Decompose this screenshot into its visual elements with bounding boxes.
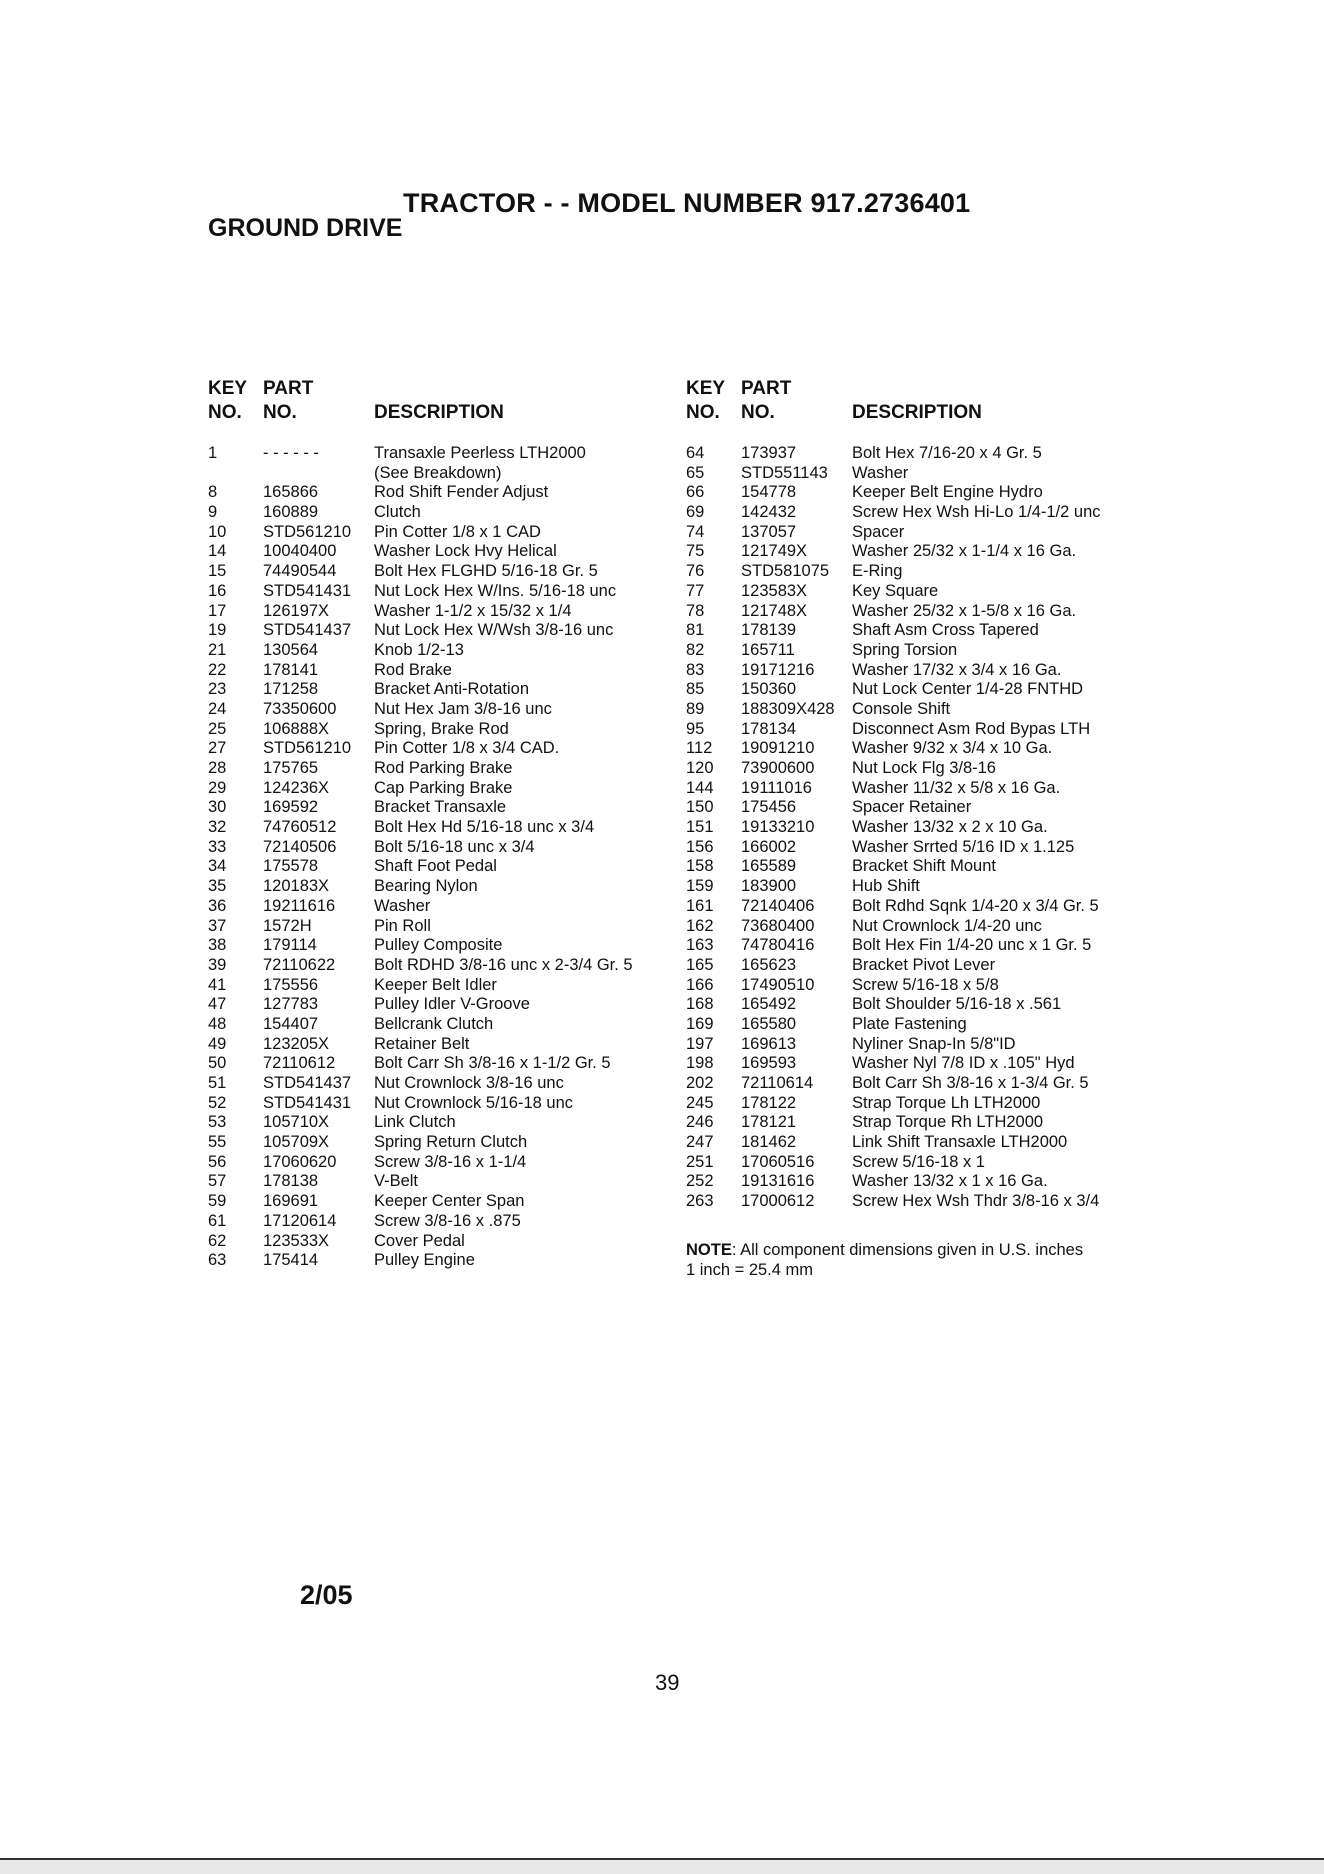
part-number: 73350600 xyxy=(263,699,337,718)
part-number: 72140406 xyxy=(741,896,815,915)
key-number: 63 xyxy=(208,1251,227,1270)
part-description: Washer 9/32 x 3/4 x 10 Ga. xyxy=(852,739,1053,758)
part-description: (See Breakdown) xyxy=(374,463,502,482)
key-number: 36 xyxy=(208,896,227,915)
part-description: Strap Torque Lh LTH2000 xyxy=(852,1093,1041,1112)
part-description: Bearing Nylon xyxy=(374,877,478,896)
key-number: 163 xyxy=(686,936,714,955)
key-number: 156 xyxy=(686,837,714,856)
part-number: 72110614 xyxy=(741,1074,814,1092)
part-number: STD541431 xyxy=(263,581,352,600)
key-number: 263 xyxy=(686,1192,714,1211)
part-number: 17060516 xyxy=(741,1152,815,1171)
key-number: 251 xyxy=(686,1152,714,1171)
part-description: Washer 13/32 x 1 x 16 Ga. xyxy=(852,1172,1048,1191)
part-number: 19131616 xyxy=(741,1172,815,1191)
key-number: 197 xyxy=(686,1034,714,1053)
part-description: Bolt Shoulder 5/16-18 x .561 xyxy=(852,995,1062,1014)
part-description: Washer Lock Hvy Helical xyxy=(374,542,557,561)
key-number: 37 xyxy=(208,916,227,935)
key-number: 10 xyxy=(208,522,227,541)
part-description: Shaft Asm Cross Tapered xyxy=(852,621,1039,640)
part-description: Washer 11/32 x 5/8 x 16 Ga. xyxy=(852,778,1061,797)
key-number: 169 xyxy=(686,1014,714,1033)
key-number: 34 xyxy=(208,857,227,876)
part-number: 74760512 xyxy=(263,818,337,837)
key-number: 59 xyxy=(208,1192,227,1211)
part-number: 19091210 xyxy=(741,739,815,758)
key-number: 61 xyxy=(208,1211,227,1230)
part-description: Retainer Belt xyxy=(374,1034,470,1053)
part-number: 123533X xyxy=(263,1231,330,1250)
part-description: Spacer Retainer xyxy=(852,798,972,817)
key-number: 56 xyxy=(208,1152,227,1171)
part-number: STD541437 xyxy=(263,621,352,640)
part-description: Link Clutch xyxy=(374,1113,456,1132)
key-number: 166 xyxy=(686,975,714,994)
part-number: STD541431 xyxy=(263,1093,352,1112)
key-number: 50 xyxy=(208,1054,227,1073)
key-number: 8 xyxy=(208,483,218,502)
part-number: 175578 xyxy=(263,857,319,876)
part-description: Bolt 5/16-18 unc x 3/4 xyxy=(374,837,535,856)
part-number: STD581075 xyxy=(741,562,830,581)
note-conversion: 1 inch = 25.4 mm xyxy=(686,1261,814,1279)
key-number: 29 xyxy=(208,778,227,797)
key-number: 53 xyxy=(208,1113,227,1132)
key-number: 22 xyxy=(208,660,227,679)
part-description: Screw 5/16-18 x 5/8 xyxy=(852,975,999,994)
key-number: 82 xyxy=(686,640,705,659)
key-number: 168 xyxy=(686,995,714,1014)
part-number: 10040400 xyxy=(263,542,337,561)
part-number: 188309X428 xyxy=(741,699,835,718)
key-number: 16 xyxy=(208,581,227,600)
key-number: 245 xyxy=(686,1093,714,1112)
part-description: Bolt Carr Sh 3/8-16 x 1-1/2 Gr. 5 xyxy=(374,1054,611,1073)
part-description: Bolt RDHD 3/8-16 unc x 2-3/4 Gr. 5 xyxy=(374,955,633,974)
part-description: Screw 3/8-16 x .875 xyxy=(374,1211,521,1230)
key-number: 162 xyxy=(686,916,714,935)
key-number: 52 xyxy=(208,1093,227,1112)
part-description: Bracket Anti-Rotation xyxy=(374,680,529,699)
part-number: 173937 xyxy=(741,444,797,462)
part-description: Pin Roll xyxy=(374,916,431,935)
part-description: Nut Crownlock 3/8-16 unc xyxy=(374,1074,564,1092)
key-number: 28 xyxy=(208,759,227,777)
part-number: 126197X xyxy=(263,601,330,620)
part-description: Bolt Hex FLGHD 5/16-18 Gr. 5 xyxy=(374,562,598,581)
part-number: 150360 xyxy=(741,680,797,699)
part-description: Washer xyxy=(374,896,431,915)
part-header: PART xyxy=(741,378,792,399)
part-description: Washer 25/32 x 1-5/8 x 16 Ga. xyxy=(852,601,1077,620)
part-description: Bellcrank Clutch xyxy=(374,1014,494,1033)
key-number: 17 xyxy=(208,601,227,620)
part-number: 179114 xyxy=(263,936,317,955)
part-number: 154407 xyxy=(263,1014,319,1033)
key-header: KEY xyxy=(686,378,726,399)
part-description: Keeper Belt Engine Hydro xyxy=(852,483,1043,502)
part-number: 124236X xyxy=(263,778,330,797)
part-number: 165623 xyxy=(741,955,797,974)
key-number: 112 xyxy=(686,739,713,758)
key-number: 161 xyxy=(686,896,714,915)
part-number: 127783 xyxy=(263,995,319,1014)
part-description: Spring Return Clutch xyxy=(374,1133,528,1152)
part-no-header: NO. xyxy=(263,402,297,423)
part-description: Washer 25/32 x 1-1/4 x 16 Ga. xyxy=(852,542,1077,561)
key-number: 33 xyxy=(208,837,227,856)
part-description: Screw Hex Wsh Hi-Lo 1/4-1/2 unc xyxy=(852,503,1101,522)
part-description: Cap Parking Brake xyxy=(374,778,513,797)
part-number: 171258 xyxy=(263,680,319,699)
part-description: Nut Lock Hex W/Ins. 5/16-18 unc xyxy=(374,581,617,600)
part-number: 105709X xyxy=(263,1133,330,1152)
part-description: Washer xyxy=(852,463,909,482)
page-number: 39 xyxy=(655,1670,680,1695)
part-description: Cover Pedal xyxy=(374,1231,465,1250)
part-number: 72140506 xyxy=(263,837,337,856)
part-number: 142432 xyxy=(741,503,797,522)
part-number: 166002 xyxy=(741,837,797,856)
key-number: 78 xyxy=(686,601,705,620)
part-number: 165589 xyxy=(741,857,797,876)
key-number: 48 xyxy=(208,1014,227,1033)
part-description: Pulley Idler V-Groove xyxy=(374,995,530,1014)
part-description: Washer Nyl 7/8 ID x .105" Hyd xyxy=(852,1054,1075,1073)
part-number: 17000612 xyxy=(741,1192,815,1211)
part-number: 169592 xyxy=(263,798,319,817)
revision-date: 2/05 xyxy=(300,1580,353,1610)
part-number: 178122 xyxy=(741,1093,797,1112)
key-number: 39 xyxy=(208,955,227,974)
key-number: 81 xyxy=(686,621,705,640)
description-header: DESCRIPTION xyxy=(852,402,982,423)
part-description: Shaft Foot Pedal xyxy=(374,857,497,876)
part-number: 178134 xyxy=(741,719,797,738)
part-description: Nut Crownlock 1/4-20 unc xyxy=(852,916,1042,935)
key-no-header: NO. xyxy=(686,402,720,423)
part-description: Key Square xyxy=(852,581,939,600)
part-no-header: NO. xyxy=(741,402,775,423)
part-description: Console Shift xyxy=(852,699,951,718)
key-number: 85 xyxy=(686,680,705,699)
part-description: Bracket Shift Mount xyxy=(852,857,996,876)
part-description: Washer 1-1/2 x 15/32 x 1/4 xyxy=(374,601,572,620)
part-description: Screw 3/8-16 x 1-1/4 xyxy=(374,1152,527,1171)
part-description: Rod Parking Brake xyxy=(374,759,513,777)
part-number: 19111016 xyxy=(741,778,812,797)
key-number: 247 xyxy=(686,1133,714,1152)
key-number: 41 xyxy=(208,975,227,994)
part-description: Pin Cotter 1/8 x 3/4 CAD. xyxy=(374,739,560,758)
key-number: 23 xyxy=(208,680,227,699)
part-number: 175765 xyxy=(263,759,319,777)
part-number: 1572H xyxy=(263,916,312,935)
part-description: Plate Fastening xyxy=(852,1014,967,1033)
key-number: 95 xyxy=(686,719,705,738)
key-number: 38 xyxy=(208,936,227,955)
part-number: 175556 xyxy=(263,975,319,994)
part-description: Bolt Rdhd Sqnk 1/4-20 x 3/4 Gr. 5 xyxy=(852,896,1099,915)
part-number: 123583X xyxy=(741,581,808,600)
part-number: 175456 xyxy=(741,798,797,817)
part-number: 160889 xyxy=(263,503,319,522)
key-number: 65 xyxy=(686,463,705,482)
part-description: Nut Lock Center 1/4-28 FNTHD xyxy=(852,680,1084,699)
part-number: 74780416 xyxy=(741,936,815,955)
description-header: DESCRIPTION xyxy=(374,402,504,423)
part-description: Nyliner Snap-In 5/8"ID xyxy=(852,1034,1016,1053)
part-description: Nut Lock Flg 3/8-16 xyxy=(852,759,996,777)
key-number: 76 xyxy=(686,562,705,581)
part-description: Bracket Pivot Lever xyxy=(852,955,996,974)
key-number: 62 xyxy=(208,1231,227,1250)
part-number: 120183X xyxy=(263,877,330,896)
key-number: 51 xyxy=(208,1074,227,1092)
part-number: STD561210 xyxy=(263,522,352,541)
part-description: Strap Torque Rh LTH2000 xyxy=(852,1113,1044,1132)
part-description: Spring Torsion xyxy=(852,640,958,659)
part-number: 178121 xyxy=(741,1113,797,1132)
part-number: STD541437 xyxy=(263,1074,352,1092)
part-number: 19133210 xyxy=(741,818,815,837)
section-title: GROUND DRIVE xyxy=(208,214,403,242)
key-number: 75 xyxy=(686,542,705,561)
key-number: 9 xyxy=(208,503,218,522)
key-number: 19 xyxy=(208,621,227,640)
part-number: 73900600 xyxy=(741,759,815,777)
part-number: STD561210 xyxy=(263,739,352,758)
part-number: 72110622 xyxy=(263,955,336,974)
part-description: Keeper Center Span xyxy=(374,1192,525,1211)
part-header: PART xyxy=(263,378,314,399)
part-number: 165866 xyxy=(263,483,319,502)
key-number: 27 xyxy=(208,739,227,758)
note-label: NOTE xyxy=(686,1241,732,1259)
part-number: 165711 xyxy=(741,640,795,659)
part-number: 165492 xyxy=(741,995,797,1014)
part-description: Bolt Hex Fin 1/4-20 unc x 1 Gr. 5 xyxy=(852,936,1092,955)
part-description: Screw Hex Wsh Thdr 3/8-16 x 3/4 xyxy=(852,1192,1100,1211)
part-description: Disconnect Asm Rod Bypas LTH xyxy=(852,719,1091,738)
key-number: 144 xyxy=(686,778,714,797)
part-description: Rod Shift Fender Adjust xyxy=(374,483,549,502)
part-number: 130564 xyxy=(263,640,319,659)
part-description: Knob 1/2-13 xyxy=(374,640,464,659)
key-number: 14 xyxy=(208,542,227,561)
part-number: 183900 xyxy=(741,877,797,896)
part-number: 73680400 xyxy=(741,916,815,935)
part-number: 72110612 xyxy=(263,1054,336,1073)
part-description: Washer Srrted 5/16 ID x 1.125 xyxy=(852,837,1075,856)
key-number: 25 xyxy=(208,719,227,738)
key-number: 158 xyxy=(686,857,714,876)
part-number: 19171216 xyxy=(741,660,815,679)
key-number: 151 xyxy=(686,818,714,837)
part-description: E-Ring xyxy=(852,562,903,581)
part-description: Nut Hex Jam 3/8-16 unc xyxy=(374,699,552,718)
note-text: : All component dimensions given in U.S. inches xyxy=(731,1241,1084,1259)
key-number: 15 xyxy=(208,562,227,581)
part-description: Washer 13/32 x 2 x 10 Ga. xyxy=(852,818,1048,837)
key-number: 21 xyxy=(208,640,227,659)
key-number: 150 xyxy=(686,798,714,817)
key-number: 49 xyxy=(208,1034,227,1053)
part-number: 121748X xyxy=(741,601,808,620)
part-description: Transaxle Peerless LTH2000 xyxy=(374,444,586,462)
part-description: Nut Lock Hex W/Wsh 3/8-16 unc xyxy=(374,621,614,640)
part-number: 165580 xyxy=(741,1014,797,1033)
key-number: 120 xyxy=(686,759,714,777)
key-number: 89 xyxy=(686,699,705,718)
key-number: 74 xyxy=(686,522,705,541)
part-description: Bolt Hex Hd 5/16-18 unc x 3/4 xyxy=(374,818,595,837)
part-number: 175414 xyxy=(263,1251,319,1270)
part-description: Link Shift Transaxle LTH2000 xyxy=(852,1133,1068,1152)
part-number: STD551143 xyxy=(741,463,828,482)
key-number: 1 xyxy=(208,444,218,462)
key-number: 30 xyxy=(208,798,227,817)
part-number: 74490544 xyxy=(263,562,337,581)
part-number: 154778 xyxy=(741,483,797,502)
part-number: 121749X xyxy=(741,542,808,561)
part-description: Keeper Belt Idler xyxy=(374,975,497,994)
key-number: 55 xyxy=(208,1133,227,1152)
key-number: 165 xyxy=(686,955,714,974)
part-number: 123205X xyxy=(263,1034,330,1053)
part-description: V-Belt xyxy=(374,1172,419,1191)
key-number: 159 xyxy=(686,877,714,896)
key-number: 246 xyxy=(686,1113,714,1132)
part-number: 105710X xyxy=(263,1113,330,1132)
key-header: KEY xyxy=(208,378,248,399)
part-number: 17490510 xyxy=(741,975,815,994)
part-description: Bracket Transaxle xyxy=(374,798,507,817)
part-description: Screw 5/16-18 x 1 xyxy=(852,1152,985,1171)
part-description: Spring, Brake Rod xyxy=(374,719,509,738)
part-description: Rod Brake xyxy=(374,660,452,679)
part-description: Hub Shift xyxy=(852,877,920,896)
key-number: 32 xyxy=(208,818,227,837)
part-number: 137057 xyxy=(741,522,797,541)
part-description: Pulley Engine xyxy=(374,1251,475,1270)
part-number: 106888X xyxy=(263,719,330,738)
part-number: 17060620 xyxy=(263,1152,337,1171)
key-number: 57 xyxy=(208,1172,227,1191)
key-number: 202 xyxy=(686,1074,714,1092)
part-number: 169593 xyxy=(741,1054,797,1073)
part-number: 178138 xyxy=(263,1172,319,1191)
part-number: 17120614 xyxy=(263,1211,337,1230)
part-number: 181462 xyxy=(741,1133,797,1152)
part-description: Washer 17/32 x 3/4 x 16 Ga. xyxy=(852,660,1062,679)
key-number: 198 xyxy=(686,1054,714,1073)
key-number: 69 xyxy=(686,503,705,522)
key-no-header: NO. xyxy=(208,402,242,423)
key-number: 66 xyxy=(686,483,705,502)
part-number: - - - - - - xyxy=(263,444,319,462)
part-description: Pin Cotter 1/8 x 1 CAD xyxy=(374,522,541,541)
key-number: 24 xyxy=(208,699,227,718)
part-number: 178141 xyxy=(263,660,319,679)
page-title: TRACTOR - - MODEL NUMBER 917.2736401 xyxy=(403,188,971,218)
dimensions-note xyxy=(686,1240,1083,1280)
part-number: 169691 xyxy=(263,1192,319,1211)
key-number: 64 xyxy=(686,444,705,462)
key-number: 252 xyxy=(686,1172,714,1191)
part-number: 178139 xyxy=(741,621,797,640)
part-description: Bolt Carr Sh 3/8-16 x 1-3/4 Gr. 5 xyxy=(852,1074,1089,1092)
key-number: 83 xyxy=(686,660,705,679)
key-number: 35 xyxy=(208,877,227,896)
part-description: Pulley Composite xyxy=(374,936,503,955)
part-description: Nut Crownlock 5/16-18 unc xyxy=(374,1093,574,1112)
part-number: 169613 xyxy=(741,1034,797,1053)
key-number: 77 xyxy=(686,581,705,600)
part-description: Clutch xyxy=(374,503,421,522)
part-number: 19211616 xyxy=(263,896,336,915)
part-description: Bolt Hex 7/16-20 x 4 Gr. 5 xyxy=(852,444,1042,462)
key-number: 47 xyxy=(208,995,227,1014)
part-description: Spacer xyxy=(852,522,905,541)
